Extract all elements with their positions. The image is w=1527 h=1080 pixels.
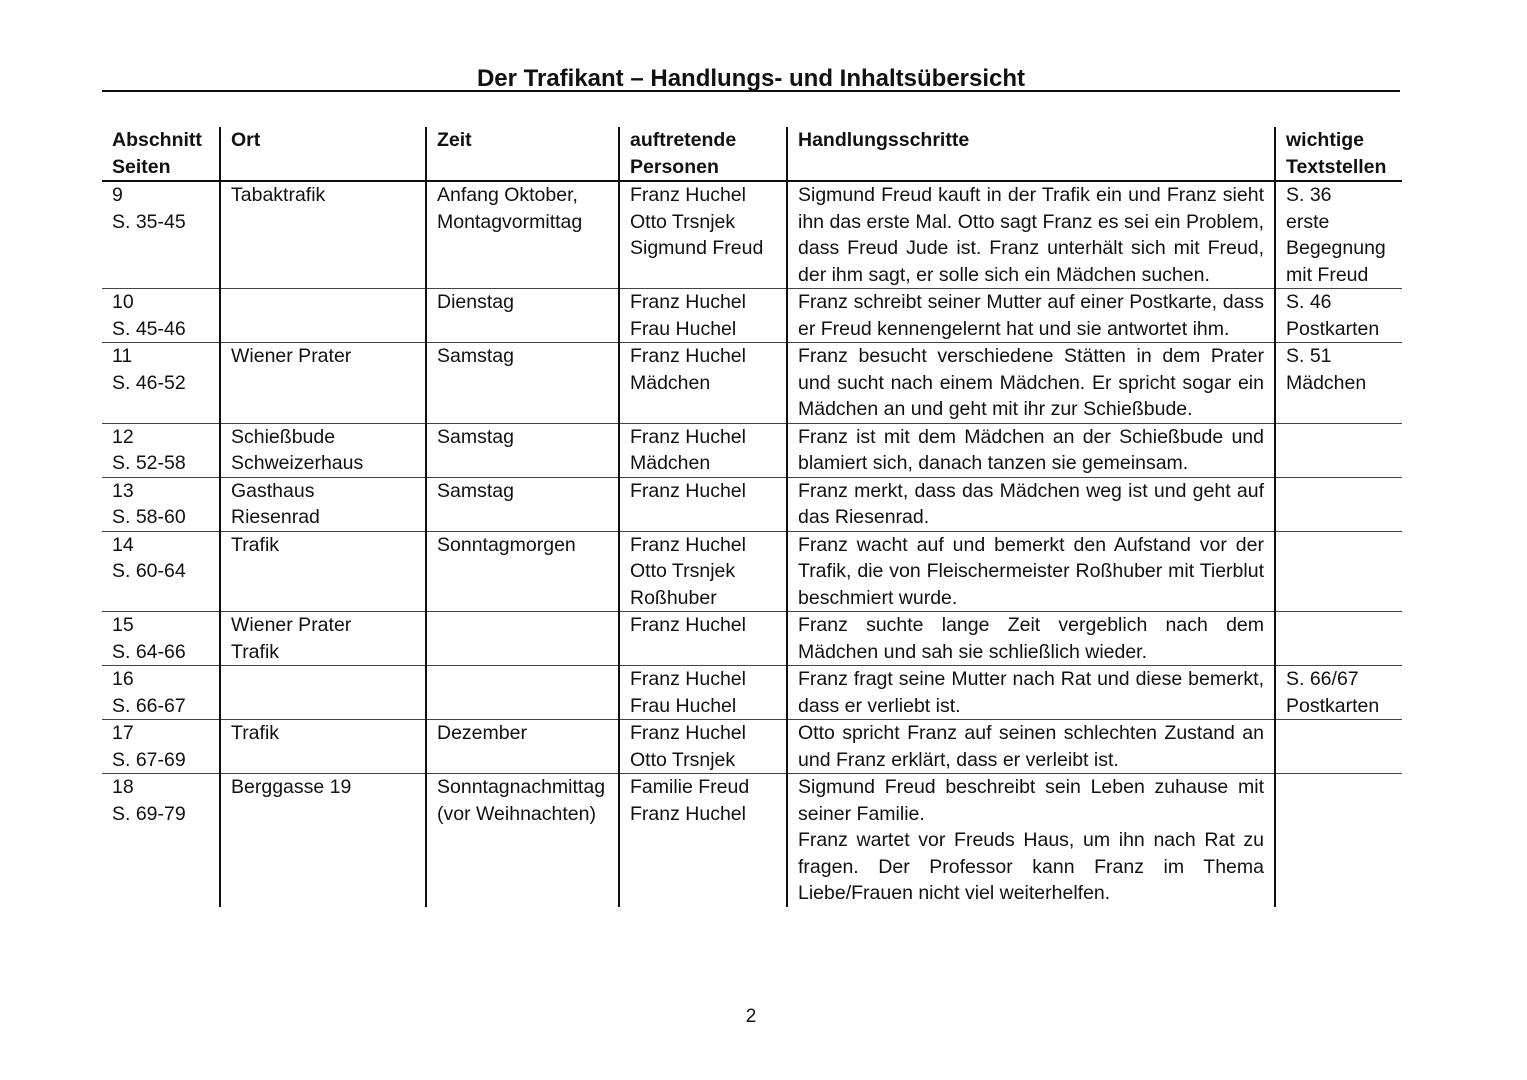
cell-abschnitt bbox=[102, 181, 220, 289]
cell-text: Frau Huchel bbox=[630, 317, 737, 340]
cell-text: 17 bbox=[112, 722, 134, 744]
cell-text: Franz Huchel bbox=[630, 425, 746, 448]
cell-text: 9 bbox=[112, 184, 123, 206]
table-row bbox=[102, 612, 1402, 666]
table-row bbox=[102, 774, 1402, 907]
title-rule bbox=[102, 90, 1400, 92]
cell-text: Franz Huchel bbox=[630, 533, 746, 556]
cell-ort bbox=[220, 289, 426, 343]
cell-text: S. 52-58 bbox=[112, 452, 186, 474]
header-label: Handlungsschritte bbox=[798, 129, 970, 151]
cell-text: 12 bbox=[112, 425, 134, 448]
page-title: Der Trafikant – Handlungs- und Inhaltsübersicht bbox=[476, 65, 1026, 92]
cell-text: Wiener Prater bbox=[231, 345, 352, 367]
cell-handlung bbox=[787, 343, 1275, 424]
cell-text: S. 60-64 bbox=[112, 560, 186, 582]
cell-textstellen bbox=[1275, 531, 1402, 612]
cell-text: S. 66-67 bbox=[112, 694, 186, 717]
header-label: Personen bbox=[630, 155, 719, 178]
cell-zeit bbox=[426, 774, 619, 907]
cell-text: Postkarten bbox=[1286, 694, 1380, 717]
table-row bbox=[102, 720, 1402, 774]
cell-text: (vor Weihnachten) bbox=[437, 802, 596, 825]
header-label: Zeit bbox=[437, 129, 472, 151]
plot-text: Franz suchte lange Zeit vergeblich nach dem Mädchen und sah sie schließlich wieder. bbox=[798, 614, 1264, 663]
header-label: wichtige bbox=[1286, 129, 1365, 151]
cell-text: S. 46-52 bbox=[112, 371, 186, 394]
cell-zeit bbox=[426, 612, 619, 666]
cell-ort bbox=[220, 423, 426, 477]
header-zeit bbox=[426, 127, 619, 181]
cell-personen bbox=[619, 666, 787, 720]
cell-text: Riesenrad bbox=[231, 506, 320, 528]
header-ort bbox=[220, 127, 426, 181]
table-row bbox=[102, 531, 1402, 612]
cell-text: Samstag bbox=[437, 425, 514, 448]
cell-text: S. 45-46 bbox=[112, 317, 186, 340]
cell-textstellen bbox=[1275, 720, 1402, 774]
cell-zeit bbox=[426, 423, 619, 477]
cell-text: Sigmund Freud bbox=[630, 237, 764, 259]
header-label: Textstellen bbox=[1286, 155, 1387, 178]
cell-text: Otto Trsnjek bbox=[630, 210, 736, 233]
cell-text: Franz Huchel bbox=[630, 802, 746, 825]
page-number: 2 bbox=[745, 1006, 757, 1027]
cell-zeit bbox=[426, 477, 619, 531]
cell-text: S. 36 bbox=[1286, 184, 1332, 206]
overview-table bbox=[102, 127, 1402, 907]
cell-text: Begegnung bbox=[1286, 237, 1386, 259]
header-label: Seiten bbox=[112, 155, 171, 178]
cell-textstellen bbox=[1275, 289, 1402, 343]
cell-handlung bbox=[787, 774, 1275, 907]
cell-personen bbox=[619, 531, 787, 612]
header-label: Abschnitt bbox=[112, 129, 202, 151]
cell-abschnitt bbox=[102, 531, 220, 612]
cell-textstellen bbox=[1275, 666, 1402, 720]
cell-text: Franz Huchel bbox=[630, 184, 746, 206]
cell-personen bbox=[619, 423, 787, 477]
cell-text: S. 35-45 bbox=[112, 210, 186, 233]
table-row bbox=[102, 477, 1402, 531]
cell-handlung bbox=[787, 477, 1275, 531]
table-body bbox=[102, 181, 1402, 907]
cell-textstellen bbox=[1275, 181, 1402, 289]
cell-ort bbox=[220, 720, 426, 774]
cell-text: Familie Freud bbox=[630, 776, 750, 798]
cell-personen bbox=[619, 612, 787, 666]
plot-text: Sigmund Freud beschreibt sein Leben zuhause mit seiner Familie. bbox=[798, 776, 1264, 825]
cell-text: Franz Huchel bbox=[630, 345, 746, 367]
cell-text: S. 67-69 bbox=[112, 748, 186, 771]
cell-text: Montagvormittag bbox=[437, 210, 583, 233]
cell-handlung bbox=[787, 289, 1275, 343]
cell-text: S. 64-66 bbox=[112, 640, 186, 663]
header-personen bbox=[619, 127, 787, 181]
header-row bbox=[102, 127, 1402, 181]
header-textstellen bbox=[1275, 127, 1402, 181]
cell-zeit bbox=[426, 720, 619, 774]
cell-abschnitt bbox=[102, 343, 220, 424]
cell-text: Postkarten bbox=[1286, 317, 1380, 340]
cell-text: 13 bbox=[112, 479, 134, 502]
cell-text: Trafik bbox=[231, 640, 280, 663]
cell-text: mit Freud bbox=[1286, 263, 1369, 286]
cell-handlung bbox=[787, 423, 1275, 477]
cell-text: Otto Trsnjek bbox=[630, 748, 736, 771]
cell-text: Sonntagnachmittag bbox=[437, 776, 606, 798]
cell-ort bbox=[220, 343, 426, 424]
cell-textstellen bbox=[1275, 774, 1402, 907]
cell-text: Trafik bbox=[231, 722, 280, 744]
cell-text: Mädchen bbox=[630, 452, 711, 474]
header-handlung bbox=[787, 127, 1275, 181]
plot-text: Franz merkt, dass das Mädchen weg ist und geht auf das Riesenrad. bbox=[798, 479, 1264, 528]
cell-text: Schweizerhaus bbox=[231, 452, 364, 474]
cell-text: Trafik bbox=[231, 533, 280, 556]
cell-text: S. 58-60 bbox=[112, 506, 186, 528]
cell-text: Gasthaus bbox=[231, 479, 315, 502]
table-row bbox=[102, 289, 1402, 343]
cell-text: 11 bbox=[112, 345, 133, 367]
cell-text: Berggasse 19 bbox=[231, 776, 352, 798]
plot-text: Sigmund Freud kauft in der Trafik ein und Franz sieht ihn das erste Mal. Otto sagt Franz es sei ein Problem, dass Freud Jude ist. Franz unterhält sich mit Freud, der ihm sagt, er solle sich ein Mädchen suchen. bbox=[798, 184, 1264, 286]
cell-text: Sonntagmorgen bbox=[437, 533, 576, 556]
table-row bbox=[102, 181, 1402, 289]
cell-handlung bbox=[787, 531, 1275, 612]
cell-text: Franz Huchel bbox=[630, 722, 746, 744]
cell-text: S. 46 bbox=[1286, 291, 1332, 313]
cell-abschnitt bbox=[102, 666, 220, 720]
cell-ort bbox=[220, 612, 426, 666]
cell-text: Franz Huchel bbox=[630, 668, 746, 690]
cell-personen bbox=[619, 720, 787, 774]
cell-text: 16 bbox=[112, 668, 134, 690]
header-abschnitt bbox=[102, 127, 220, 181]
cell-text: Anfang Oktober, bbox=[437, 184, 578, 206]
plot-text: Franz wacht auf und bemerkt den Aufstand vor der Trafik, die von Fleischermeister Roßhuber mit Tierblut beschmiert wurde. bbox=[798, 533, 1264, 609]
cell-zeit bbox=[426, 666, 619, 720]
plot-text: Franz fragt seine Mutter nach Rat und diese bemerkt, dass er verliebt ist. bbox=[798, 668, 1264, 717]
cell-handlung bbox=[787, 612, 1275, 666]
table-row bbox=[102, 423, 1402, 477]
cell-textstellen bbox=[1275, 612, 1402, 666]
cell-text: Franz Huchel bbox=[630, 291, 746, 313]
cell-text: Frau Huchel bbox=[630, 694, 737, 717]
table-row bbox=[102, 666, 1402, 720]
plot-text: Otto spricht Franz auf seinen schlechten Zustand an und Franz erklärt, dass er verleibt ist. bbox=[798, 722, 1264, 771]
cell-text: S. 66/67 bbox=[1286, 668, 1359, 690]
cell-text: Otto Trsnjek bbox=[630, 560, 736, 582]
cell-text: 15 bbox=[112, 614, 134, 636]
cell-abschnitt bbox=[102, 477, 220, 531]
cell-personen bbox=[619, 343, 787, 424]
cell-text: Samstag bbox=[437, 345, 514, 367]
cell-text: Dienstag bbox=[437, 291, 514, 313]
cell-personen bbox=[619, 181, 787, 289]
cell-abschnitt bbox=[102, 774, 220, 907]
cell-handlung bbox=[787, 181, 1275, 289]
cell-ort bbox=[220, 181, 426, 289]
plot-text: Franz wartet vor Freuds Haus, um ihn nach Rat zu fragen. Der Professor kann Franz im Thema Liebe/Frauen nicht viel weiterhelfen. bbox=[798, 829, 1264, 904]
plot-text: Franz ist mit dem Mädchen an der Schießbude und blamiert sich, danach tanzen sie gemeinsam. bbox=[798, 425, 1264, 474]
cell-abschnitt bbox=[102, 612, 220, 666]
cell-text: Roßhuber bbox=[630, 586, 717, 609]
cell-zeit bbox=[426, 181, 619, 289]
cell-abschnitt bbox=[102, 423, 220, 477]
cell-text: S. 69-79 bbox=[112, 802, 186, 825]
cell-text: S. 51 bbox=[1286, 345, 1332, 367]
table-row bbox=[102, 343, 1402, 424]
cell-text: Wiener Prater bbox=[231, 614, 352, 636]
cell-text: 14 bbox=[112, 533, 134, 556]
cell-textstellen bbox=[1275, 477, 1402, 531]
cell-zeit bbox=[426, 531, 619, 612]
cell-abschnitt bbox=[102, 720, 220, 774]
cell-ort bbox=[220, 531, 426, 612]
cell-text: Tabaktrafik bbox=[231, 184, 326, 206]
cell-text: 10 bbox=[112, 291, 134, 313]
cell-handlung bbox=[787, 720, 1275, 774]
cell-ort bbox=[220, 666, 426, 720]
cell-text: 18 bbox=[112, 776, 134, 798]
cell-text: Dezember bbox=[437, 722, 527, 744]
plot-text: Franz schreibt seiner Mutter auf einer Postkarte, dass er Freud kennengelernt hat und sie antwortet ihm. bbox=[798, 291, 1264, 340]
cell-zeit bbox=[426, 343, 619, 424]
cell-textstellen bbox=[1275, 423, 1402, 477]
header-label: auftretende bbox=[630, 129, 737, 151]
cell-personen bbox=[619, 774, 787, 907]
plot-text: Franz besucht verschiedene Stätten in dem Prater und sucht nach einem Mädchen. Er spricht sogar ein Mädchen an und geht mit ihr zur Schießbude. bbox=[798, 345, 1264, 420]
cell-text: Franz Huchel bbox=[630, 479, 746, 502]
cell-text: Franz Huchel bbox=[630, 614, 746, 636]
cell-handlung bbox=[787, 666, 1275, 720]
cell-personen bbox=[619, 289, 787, 343]
cell-text: Schießbude bbox=[231, 425, 336, 448]
cell-text: Mädchen bbox=[1286, 371, 1367, 394]
cell-personen bbox=[619, 477, 787, 531]
cell-text: erste bbox=[1286, 210, 1330, 233]
cell-ort bbox=[220, 477, 426, 531]
cell-textstellen bbox=[1275, 343, 1402, 424]
cell-zeit bbox=[426, 289, 619, 343]
cell-text: Mädchen bbox=[630, 371, 711, 394]
cell-ort bbox=[220, 774, 426, 907]
cell-abschnitt bbox=[102, 289, 220, 343]
cell-text: Samstag bbox=[437, 479, 514, 502]
header-label: Ort bbox=[231, 129, 261, 151]
